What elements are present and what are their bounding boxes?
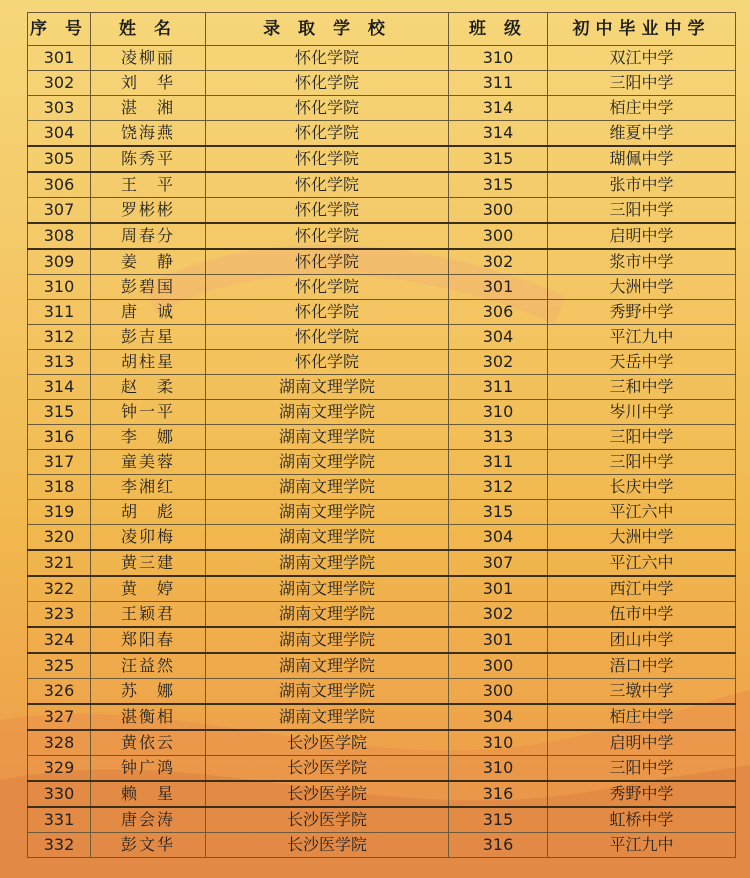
middle-school-cell: 平江九中	[548, 833, 736, 858]
middle-school-cell: 启明中学	[548, 730, 736, 756]
admitted-school-cell: 湖南文理学院	[206, 550, 449, 576]
middle-school-cell: 浆市中学	[548, 249, 736, 275]
name-cell: 罗彬彬	[91, 198, 206, 224]
middle-school-cell: 三阳中学	[548, 198, 736, 224]
middle-school-cell: 大洲中学	[548, 275, 736, 300]
middle-school-cell: 栢庄中学	[548, 704, 736, 730]
admitted-school-cell: 长沙医学院	[206, 833, 449, 858]
serial-no-cell: 318	[28, 475, 91, 500]
serial-no-cell: 332	[28, 833, 91, 858]
name-cell: 唐 诚	[91, 300, 206, 325]
name-cell: 童美蓉	[91, 450, 206, 475]
class-cell: 311	[449, 375, 548, 400]
table-row	[28, 450, 736, 475]
admitted-school-cell: 湖南文理学院	[206, 679, 449, 705]
admitted-school-cell: 怀化学院	[206, 325, 449, 350]
table-row	[28, 500, 736, 525]
serial-no-cell: 319	[28, 500, 91, 525]
table-row	[28, 249, 736, 275]
table-header-row	[28, 13, 736, 46]
table-row	[28, 756, 736, 782]
name-cell: 陈秀平	[91, 146, 206, 172]
middle-school-cell: 栢庄中学	[548, 96, 736, 121]
middle-school-cell: 长庆中学	[548, 475, 736, 500]
table-row	[28, 425, 736, 450]
admitted-school-cell: 长沙医学院	[206, 730, 449, 756]
admitted-school-cell: 怀化学院	[206, 249, 449, 275]
name-cell: 黄 婷	[91, 576, 206, 602]
name-cell: 胡柱星	[91, 350, 206, 375]
class-cell: 310	[449, 730, 548, 756]
serial-no-cell: 326	[28, 679, 91, 705]
middle-school-cell: 天岳中学	[548, 350, 736, 375]
name-cell: 湛衡相	[91, 704, 206, 730]
table-row	[28, 704, 736, 730]
admitted-school-cell: 怀化学院	[206, 96, 449, 121]
table-row	[28, 653, 736, 679]
serial-no-cell: 302	[28, 71, 91, 96]
table-row	[28, 576, 736, 602]
middle-school-cell: 伍市中学	[548, 602, 736, 628]
table-row	[28, 627, 736, 653]
class-cell: 300	[449, 653, 548, 679]
class-cell: 301	[449, 576, 548, 602]
middle-school-cell: 三阳中学	[548, 425, 736, 450]
table-row	[28, 198, 736, 224]
serial-no-cell: 328	[28, 730, 91, 756]
name-cell: 苏 娜	[91, 679, 206, 705]
serial-no-cell: 324	[28, 627, 91, 653]
class-cell: 304	[449, 525, 548, 551]
serial-no-cell: 323	[28, 602, 91, 628]
class-cell: 314	[449, 96, 548, 121]
admitted-school-cell: 怀化学院	[206, 198, 449, 224]
serial-no-cell: 303	[28, 96, 91, 121]
middle-school-cell: 岑川中学	[548, 400, 736, 425]
middle-school-cell: 张市中学	[548, 172, 736, 198]
serial-no-cell: 304	[28, 121, 91, 147]
admitted-school-cell: 湖南文理学院	[206, 576, 449, 602]
admitted-school-cell: 湖南文理学院	[206, 500, 449, 525]
admitted-school-cell: 怀化学院	[206, 172, 449, 198]
name-cell: 彭吉星	[91, 325, 206, 350]
middle-school-cell: 虹桥中学	[548, 807, 736, 833]
middle-school-cell: 三墩中学	[548, 679, 736, 705]
middle-school-cell: 三阳中学	[548, 450, 736, 475]
name-cell: 凌柳丽	[91, 46, 206, 71]
name-cell: 姜 静	[91, 249, 206, 275]
admitted-school-cell: 怀化学院	[206, 46, 449, 71]
table-row	[28, 525, 736, 551]
table-row	[28, 300, 736, 325]
table-row	[28, 46, 736, 71]
table-row	[28, 71, 736, 96]
serial-no-cell: 307	[28, 198, 91, 224]
middle-school-cell: 三阳中学	[548, 756, 736, 782]
table-row	[28, 475, 736, 500]
table-body	[28, 46, 736, 858]
admitted-school-cell: 湖南文理学院	[206, 525, 449, 551]
name-cell: 彭碧国	[91, 275, 206, 300]
serial-no-cell: 317	[28, 450, 91, 475]
admitted-school-cell: 怀化学院	[206, 71, 449, 96]
middle-school-cell: 浯口中学	[548, 653, 736, 679]
table-row	[28, 350, 736, 375]
serial-no-cell: 329	[28, 756, 91, 782]
admitted-school-cell: 湖南文理学院	[206, 475, 449, 500]
header-serial-no: 序 号	[28, 13, 91, 46]
table-row	[28, 781, 736, 807]
serial-no-cell: 327	[28, 704, 91, 730]
admitted-school-cell: 湖南文理学院	[206, 627, 449, 653]
class-cell: 315	[449, 172, 548, 198]
header-middle-school: 初中毕业中学	[548, 13, 736, 46]
table-row	[28, 223, 736, 249]
name-cell: 钟一平	[91, 400, 206, 425]
serial-no-cell: 305	[28, 146, 91, 172]
class-cell: 300	[449, 679, 548, 705]
table-row	[28, 172, 736, 198]
class-cell: 310	[449, 400, 548, 425]
serial-no-cell: 312	[28, 325, 91, 350]
class-cell: 315	[449, 500, 548, 525]
admitted-school-cell: 湖南文理学院	[206, 400, 449, 425]
serial-no-cell: 313	[28, 350, 91, 375]
serial-no-cell: 331	[28, 807, 91, 833]
admitted-school-cell: 长沙医学院	[206, 756, 449, 782]
serial-no-cell: 320	[28, 525, 91, 551]
class-cell: 314	[449, 121, 548, 147]
serial-no-cell: 330	[28, 781, 91, 807]
name-cell: 王颖君	[91, 602, 206, 628]
class-cell: 302	[449, 350, 548, 375]
header-admitted-school: 录 取 学 校	[206, 13, 449, 46]
serial-no-cell: 322	[28, 576, 91, 602]
class-cell: 311	[449, 450, 548, 475]
middle-school-cell: 西江中学	[548, 576, 736, 602]
table-row	[28, 375, 736, 400]
table-row	[28, 807, 736, 833]
name-cell: 汪益然	[91, 653, 206, 679]
serial-no-cell: 315	[28, 400, 91, 425]
admitted-school-cell: 怀化学院	[206, 146, 449, 172]
name-cell: 李湘红	[91, 475, 206, 500]
table-row	[28, 96, 736, 121]
class-cell: 313	[449, 425, 548, 450]
header-name: 姓 名	[91, 13, 206, 46]
admitted-school-cell: 长沙医学院	[206, 781, 449, 807]
name-cell: 钟广鸿	[91, 756, 206, 782]
table-row	[28, 400, 736, 425]
class-cell: 310	[449, 756, 548, 782]
table-row	[28, 730, 736, 756]
middle-school-cell: 三阳中学	[548, 71, 736, 96]
serial-no-cell: 306	[28, 172, 91, 198]
serial-no-cell: 301	[28, 46, 91, 71]
name-cell: 刘 华	[91, 71, 206, 96]
admitted-school-cell: 长沙医学院	[206, 807, 449, 833]
name-cell: 王 平	[91, 172, 206, 198]
class-cell: 300	[449, 223, 548, 249]
table-row	[28, 325, 736, 350]
serial-no-cell: 310	[28, 275, 91, 300]
admitted-school-cell: 怀化学院	[206, 223, 449, 249]
middle-school-cell: 启明中学	[548, 223, 736, 249]
admitted-school-cell: 湖南文理学院	[206, 653, 449, 679]
admitted-school-cell: 怀化学院	[206, 275, 449, 300]
admitted-school-cell: 湖南文理学院	[206, 704, 449, 730]
name-cell: 郑阳春	[91, 627, 206, 653]
middle-school-cell: 三和中学	[548, 375, 736, 400]
admitted-school-cell: 怀化学院	[206, 121, 449, 147]
middle-school-cell: 平江九中	[548, 325, 736, 350]
class-cell: 315	[449, 146, 548, 172]
serial-no-cell: 316	[28, 425, 91, 450]
name-cell: 湛 湘	[91, 96, 206, 121]
name-cell: 彭文华	[91, 833, 206, 858]
serial-no-cell: 325	[28, 653, 91, 679]
class-cell: 302	[449, 602, 548, 628]
middle-school-cell: 秀野中学	[548, 300, 736, 325]
table-row	[28, 602, 736, 628]
middle-school-cell: 大洲中学	[548, 525, 736, 551]
serial-no-cell: 321	[28, 550, 91, 576]
class-cell: 316	[449, 833, 548, 858]
admitted-school-cell: 湖南文理学院	[206, 375, 449, 400]
middle-school-cell: 双江中学	[548, 46, 736, 71]
name-cell: 凌卯梅	[91, 525, 206, 551]
admitted-school-cell: 湖南文理学院	[206, 602, 449, 628]
name-cell: 周春分	[91, 223, 206, 249]
class-cell: 304	[449, 704, 548, 730]
admitted-school-cell: 湖南文理学院	[206, 450, 449, 475]
name-cell: 赵 柔	[91, 375, 206, 400]
class-cell: 302	[449, 249, 548, 275]
name-cell: 饶海燕	[91, 121, 206, 147]
class-cell: 304	[449, 325, 548, 350]
serial-no-cell: 309	[28, 249, 91, 275]
middle-school-cell: 瑚佩中学	[548, 146, 736, 172]
class-cell: 316	[449, 781, 548, 807]
class-cell: 315	[449, 807, 548, 833]
middle-school-cell: 秀野中学	[548, 781, 736, 807]
admission-table	[27, 12, 736, 858]
class-cell: 301	[449, 275, 548, 300]
table-row	[28, 275, 736, 300]
name-cell: 黄依云	[91, 730, 206, 756]
serial-no-cell: 314	[28, 375, 91, 400]
middle-school-cell: 维夏中学	[548, 121, 736, 147]
name-cell: 黄三建	[91, 550, 206, 576]
class-cell: 301	[449, 627, 548, 653]
table-row	[28, 121, 736, 147]
middle-school-cell: 团山中学	[548, 627, 736, 653]
serial-no-cell: 311	[28, 300, 91, 325]
table-row	[28, 146, 736, 172]
class-cell: 311	[449, 71, 548, 96]
table-row	[28, 833, 736, 858]
serial-no-cell: 308	[28, 223, 91, 249]
middle-school-cell: 平江六中	[548, 500, 736, 525]
middle-school-cell: 平江六中	[548, 550, 736, 576]
table-row	[28, 679, 736, 705]
class-cell: 306	[449, 300, 548, 325]
name-cell: 赖 星	[91, 781, 206, 807]
admitted-school-cell: 怀化学院	[206, 300, 449, 325]
name-cell: 唐会涛	[91, 807, 206, 833]
admitted-school-cell: 湖南文理学院	[206, 425, 449, 450]
name-cell: 胡 彪	[91, 500, 206, 525]
table-row	[28, 550, 736, 576]
header-class: 班 级	[449, 13, 548, 46]
class-cell: 310	[449, 46, 548, 71]
admitted-school-cell: 怀化学院	[206, 350, 449, 375]
class-cell: 312	[449, 475, 548, 500]
class-cell: 300	[449, 198, 548, 224]
class-cell: 307	[449, 550, 548, 576]
name-cell: 李 娜	[91, 425, 206, 450]
